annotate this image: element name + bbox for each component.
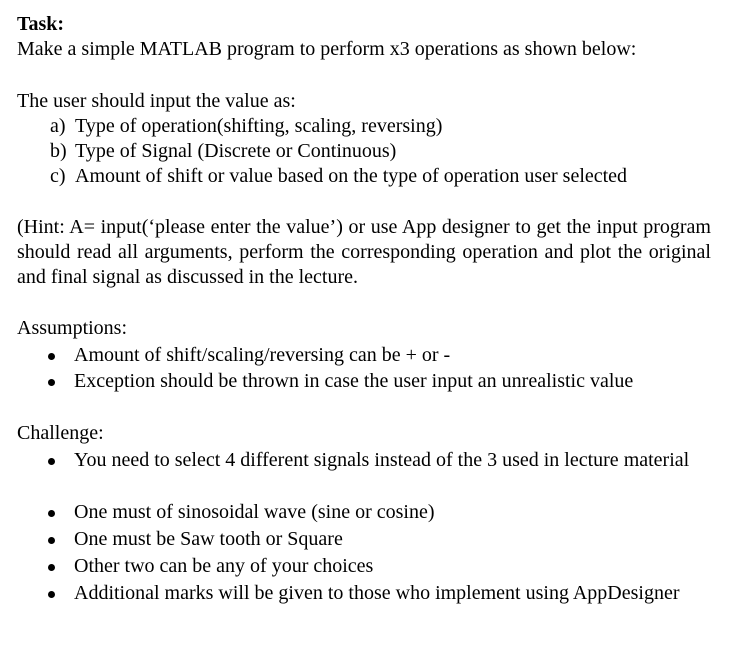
task-description: Make a simple MATLAB program to perform x3 operations as shown below: bbox=[17, 38, 637, 60]
challenge-item bbox=[48, 554, 711, 579]
assumptions-heading: Assumptions: bbox=[17, 317, 128, 339]
bullet-icon bbox=[48, 353, 55, 360]
list-item-text: You need to select 4 different signals instead of the 3 used in lecture material bbox=[74, 449, 690, 471]
input-item-a bbox=[50, 114, 442, 139]
challenge-heading: Challenge: bbox=[17, 422, 104, 444]
input-intro: The user should input the value as: bbox=[17, 90, 296, 112]
list-item-text: Amount of shift/scaling/reversing can be + or - bbox=[74, 344, 451, 366]
task-heading: Task: bbox=[17, 13, 65, 35]
assumption-item bbox=[48, 343, 711, 368]
list-item-text: One must be Saw tooth or Square bbox=[74, 528, 343, 550]
bullet-icon bbox=[48, 379, 55, 386]
challenge-item bbox=[48, 500, 711, 525]
bullet-icon bbox=[48, 537, 55, 544]
input-item-b bbox=[50, 139, 396, 164]
assumption-item bbox=[48, 369, 711, 394]
challenge-item bbox=[48, 448, 711, 473]
list-marker: c) bbox=[50, 165, 66, 187]
challenge-item bbox=[48, 581, 711, 606]
hint-paragraph: (Hint: A= input(‘please enter the value’) or use App designer to get the input program should read all arguments, perform the corresponding operation and plot the original and final signal as discussed in the lecture. bbox=[17, 216, 711, 288]
bullet-icon bbox=[48, 564, 55, 571]
list-item-text: Type of Signal (Discrete or Continuous) bbox=[75, 140, 397, 162]
list-item-text: One must of sinosoidal wave (sine or cosine) bbox=[74, 501, 435, 523]
challenge-item bbox=[48, 527, 711, 552]
bullet-icon bbox=[48, 591, 55, 598]
input-item-c bbox=[50, 164, 627, 189]
list-item-text: Amount of shift or value based on the type of operation user selected bbox=[75, 165, 628, 187]
list-item-text: Additional marks will be given to those who implement using AppDesigner bbox=[74, 582, 680, 604]
list-item-text: Type of operation(shifting, scaling, reversing) bbox=[75, 115, 443, 137]
list-marker: a) bbox=[50, 115, 66, 137]
list-item-text: Exception should be thrown in case the user input an unrealistic value bbox=[74, 370, 634, 392]
list-item-text: Other two can be any of your choices bbox=[74, 555, 374, 577]
list-marker: b) bbox=[50, 140, 67, 162]
bullet-icon bbox=[48, 458, 55, 465]
bullet-icon bbox=[48, 510, 55, 517]
